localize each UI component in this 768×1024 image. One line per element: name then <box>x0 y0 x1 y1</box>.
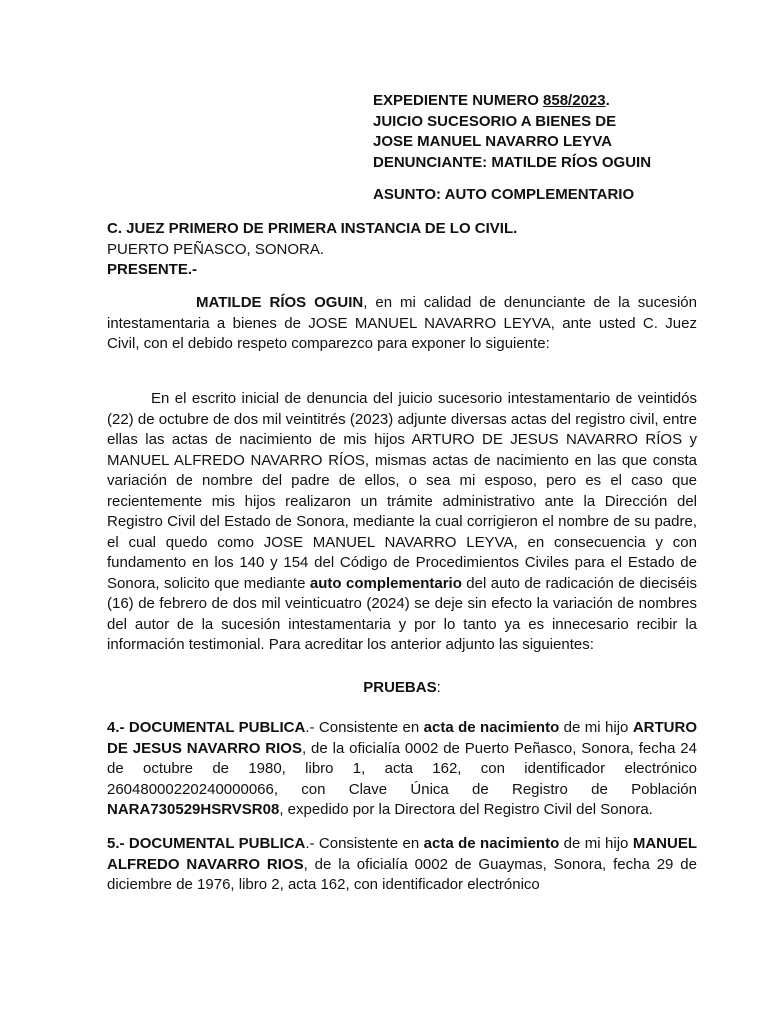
prueba-5-text-3: , de la oficialía 0002 de Guaymas, Sonora, fecha 29 de diciembre de 1976, libro 2, acta 162, con identificador electrónico <box>107 855 697 893</box>
pruebas-heading <box>107 678 697 699</box>
prueba-5-hijo: MANUEL ALFREDO NAVARRO RIOS <box>107 835 698 873</box>
main-text-before: En el escrito inicial de denuncia del juicio sucesorio intestamentario de veintidós (22) de octubre de dos mil veintitrés (2023) adjunte diversas actas del registro civil, entre ellas las actas de nacimiento de mis hijos ARTURO DE JESUS NAVARRO RÍOS y MANUEL ALFREDO NAVARRO RÍOS, mismas actas de nacimiento en las que consta variación de nombre del padre de ellos, o sea mi esposo, pero es el caso que recientemente mis hijos realizaron un trámite administrativo ante la Dirección del Registro Civil del Estado de Sonora, mediante la cual corrigieron el nombre de su padre, el cual quedo como JOSE MANUEL NAVARRO LEYVA, en consecuencia y con fundamento en los 140 y 154 del Código de Procedimientos Civiles para el Estado de Sonora, solicito que mediante <box>107 390 697 592</box>
decedent-name: JOSE MANUEL NAVARRO LEYVA <box>373 133 612 150</box>
prueba-4-text-4: , expedido por la Directora del Registro Civil del Sonora. <box>279 801 653 818</box>
prueba-5-text-1: .- Consistente en <box>305 835 424 852</box>
judge-line: C. JUEZ PRIMERO DE PRIMERA INSTANCIA DE LO CIVIL. <box>107 220 518 237</box>
main-bold-term: auto complementario <box>309 574 462 592</box>
prueba-4-text-3: , de la oficialía 0002 de Puerto Peñasco, Sonora, fecha 24 de octubre de 1980, libro 1, acta 162, con identificador electrónico 26048000220240000066, con Clave Única de Registro de Población <box>107 739 697 798</box>
intro-text: , en mi calidad de denunciante de la sucesión intestamentaria a bienes de JOSE MANUEL NAVARRO LEYVA, ante usted C. Juez Civil, con el debido respeto comparezco para exponer lo siguiente: <box>107 294 697 352</box>
prueba-4-hijo: ARTURO DE JESUS NAVARRO RIOS <box>107 719 698 757</box>
prueba-4-acta: acta de nacimiento <box>423 719 560 736</box>
case-header <box>373 91 753 206</box>
prueba-4-paragraph <box>107 718 697 821</box>
pruebas-colon: : <box>436 679 441 696</box>
asunto-line: ASUNTO: AUTO COMPLEMENTARIO <box>373 186 635 203</box>
main-paragraph <box>107 389 697 656</box>
expediente-line <box>373 91 753 112</box>
pruebas-title: PRUEBAS <box>363 679 437 696</box>
location-line: PUERTO PEÑASCO, SONORA. <box>107 240 324 258</box>
expediente-number: 858/2023 <box>543 92 606 109</box>
denunciante-line: DENUNCIANTE: MATILDE RÍOS OGUIN <box>373 153 652 171</box>
prueba-5-label: 5.- DOCUMENTAL PUBLICA <box>107 835 306 852</box>
main-text-after: del auto de radicación de dieciséis (16) de febrero de dos mil veinticuatro (2024) se deje sin efecto la variación de nombres del autor de la sucesión intestamentaria y por lo tanto ya es innecesario recibir la información testimonial. Para acreditar los anterior adjunto las siguientes: <box>107 574 697 653</box>
addressee-block <box>107 219 697 281</box>
intro-name: MATILDE RÍOS OGUIN <box>196 294 364 311</box>
prueba-5-paragraph <box>107 834 697 896</box>
expediente-label: EXPEDIENTE NUMERO <box>373 92 544 109</box>
expediente-suffix: . <box>605 92 610 109</box>
presente-line: PRESENTE.- <box>107 261 198 278</box>
prueba-4-text-2: de mi hijo <box>559 719 633 736</box>
prueba-5-text-2: de mi hijo <box>559 835 633 852</box>
prueba-4-curp: NARA730529HSRVSR08 <box>107 801 280 818</box>
prueba-5-acta: acta de nacimiento <box>423 835 560 852</box>
intro-paragraph <box>107 293 697 355</box>
prueba-4-text-1: .- Consistente en <box>305 719 424 736</box>
prueba-4-label: 4.- DOCUMENTAL PUBLICA <box>107 719 306 736</box>
juicio-line: JUICIO SUCESORIO A BIENES DE <box>373 112 617 130</box>
